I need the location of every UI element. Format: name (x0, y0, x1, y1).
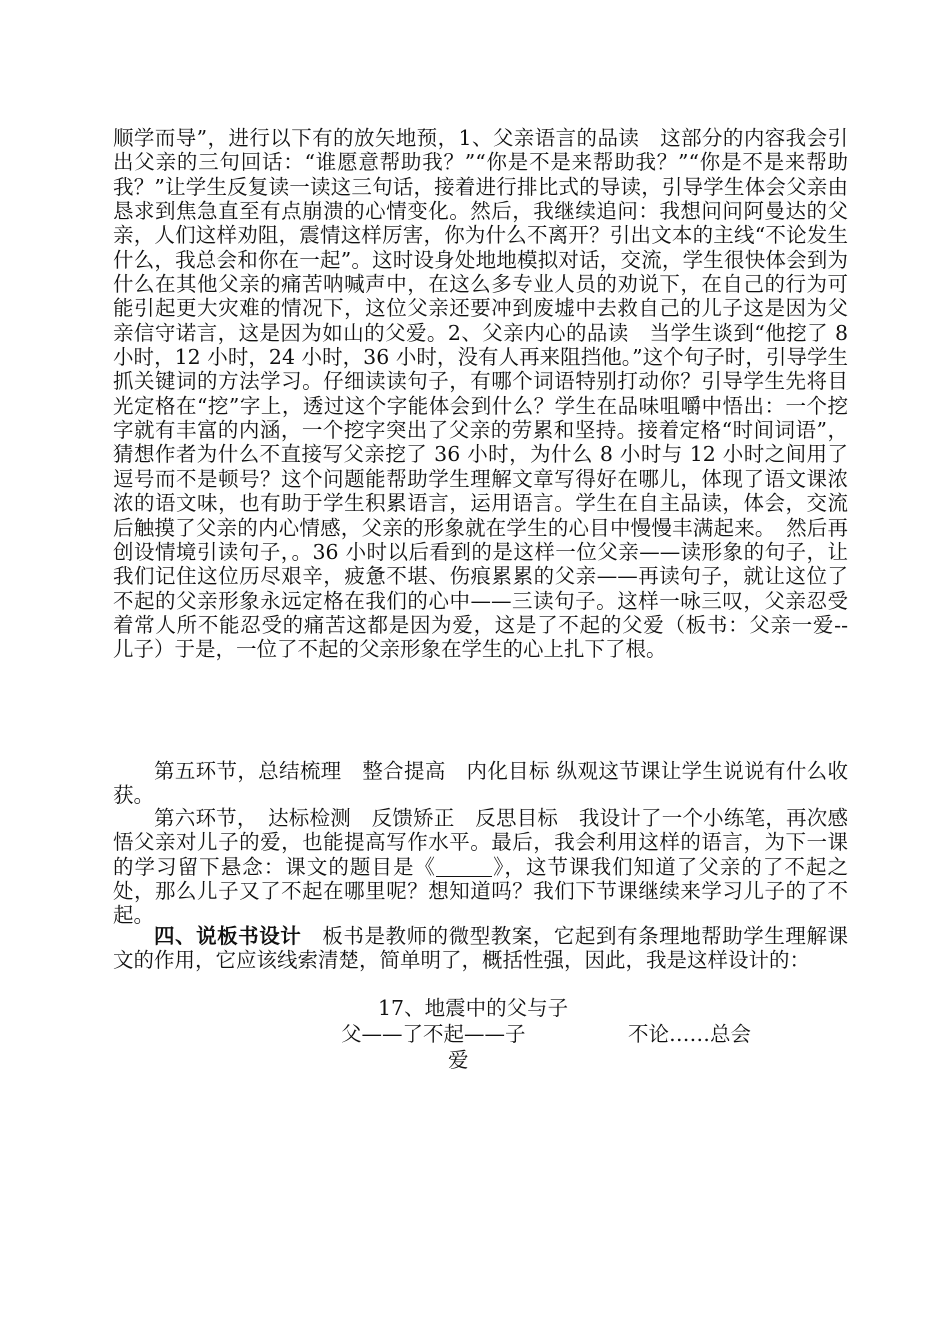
board-promise-line: 不论……总会 (628, 1022, 751, 1046)
paragraph-step-six (113, 806, 848, 928)
board-title: 17、地震中的父与子 (378, 996, 569, 1020)
paragraph-father-reading: 顺学而导”，进行以下有的放矢地预，1、父亲语言的品读 这部分的内容我会引出父亲的三句回话：“谁愿意帮助我？”“你是不是来帮助我？”“你是不是来帮助我？”让学生反复读一读这三句话，接着进行排比式的导读，引导学生体会父亲由恳求到焦急直至有点崩溃的心情变化。然后，我继续追问：我想问问阿曼达的父亲，人们这样劝阻，震情这样厉害，你为什么不离开？引出文本的主线“不论发生什么，我总会和你在一起”。这时设身处地地模拟对话，交流，学生很快体会到为什么在其他父亲的痛苦呐喊声中，在这么多专业人员的劝说下，在自己的行为可能引起更大灾难的情况下，这位父亲还要冲到废墟中去救自己的儿子这是因为父亲信守诺言，这是因为如山的父爱。2、父亲内心的品读 当学生谈到“他挖了 8 小时，12 小时，24 小时，36 小时，没有人再来阻挡他。”这个句子时，引导学生抓关键词的方法学习。仔细读读句子，有哪个词语特别打动你？引导学生先将目光定格在“挖”字上，透过这个字能体会到什么？学生在品味咀嚼中悟出：一个挖字就有丰富的内涵，一个挖字突出了父亲的劳累和坚持。接着定格“时间词语”，猜想作者为什么不直接写父亲挖了 36 小时，为什么 8 小时与 12 小时之间用了逗号而不是顿号？这个问题能帮助学生理解文章写得好在哪儿，体现了语文课浓浓的语文味，也有助于学生积累语言，运用语言。学生在自主品读，体会，交流后触摸了父亲的内心情感，父亲的形象就在学生的心目中慢慢丰满起来。 然后再创设情境引读句子，。36 小时以后看到的是这样一位父亲——读形象的句子，让我们记住这位历尽艰辛，疲惫不堪、伤痕累累的父亲——再读句子，就让这位了不起的父亲形象永远定格在我们的心中——三读句子。这样一咏三叹，父亲忍受着常人所不能忍受的痛苦这都是因为爱，这是了不起的父爱（板书：父亲一爱-- 儿子）于是，一位了不起的父亲形象在学生的心上扎下了根。 (113, 126, 848, 662)
step-six-text-after: 》，这节课我们知道了父亲的了不起之处，那么儿子又了不起在哪里呢？想知道吗？我们下节课继续来学习儿子的了不起。 (113, 854, 849, 928)
board-design-text: 板书是教师的微型教案，它起到有条理地帮助学生理解课文的作用，它应该线索清楚，简单明了，概括性强，因此，我是这样设计的： (113, 924, 848, 973)
step-six-text-before: 第六环节， 达标检测 反馈矫正 反思目标 我设计了一个小练笔，再次感悟父亲对儿子的爱，也能提高写作水平。最后，我会利用这样的语言，为下一课的学习留下悬念：课文的题目是《 (113, 806, 848, 879)
board-love-word: 爱 (448, 1048, 469, 1072)
fill-in-blank (436, 855, 492, 877)
paragraph-step-five: 第五环节，总结梳理 整合提高 内化目标 纵观这节课让学生说说有什么收获。 (113, 759, 848, 808)
board-father-son-line: 父——了不起——子 (341, 1022, 526, 1046)
section-heading: 四、说板书设计 (154, 924, 302, 948)
paragraph-board-design (113, 924, 848, 973)
